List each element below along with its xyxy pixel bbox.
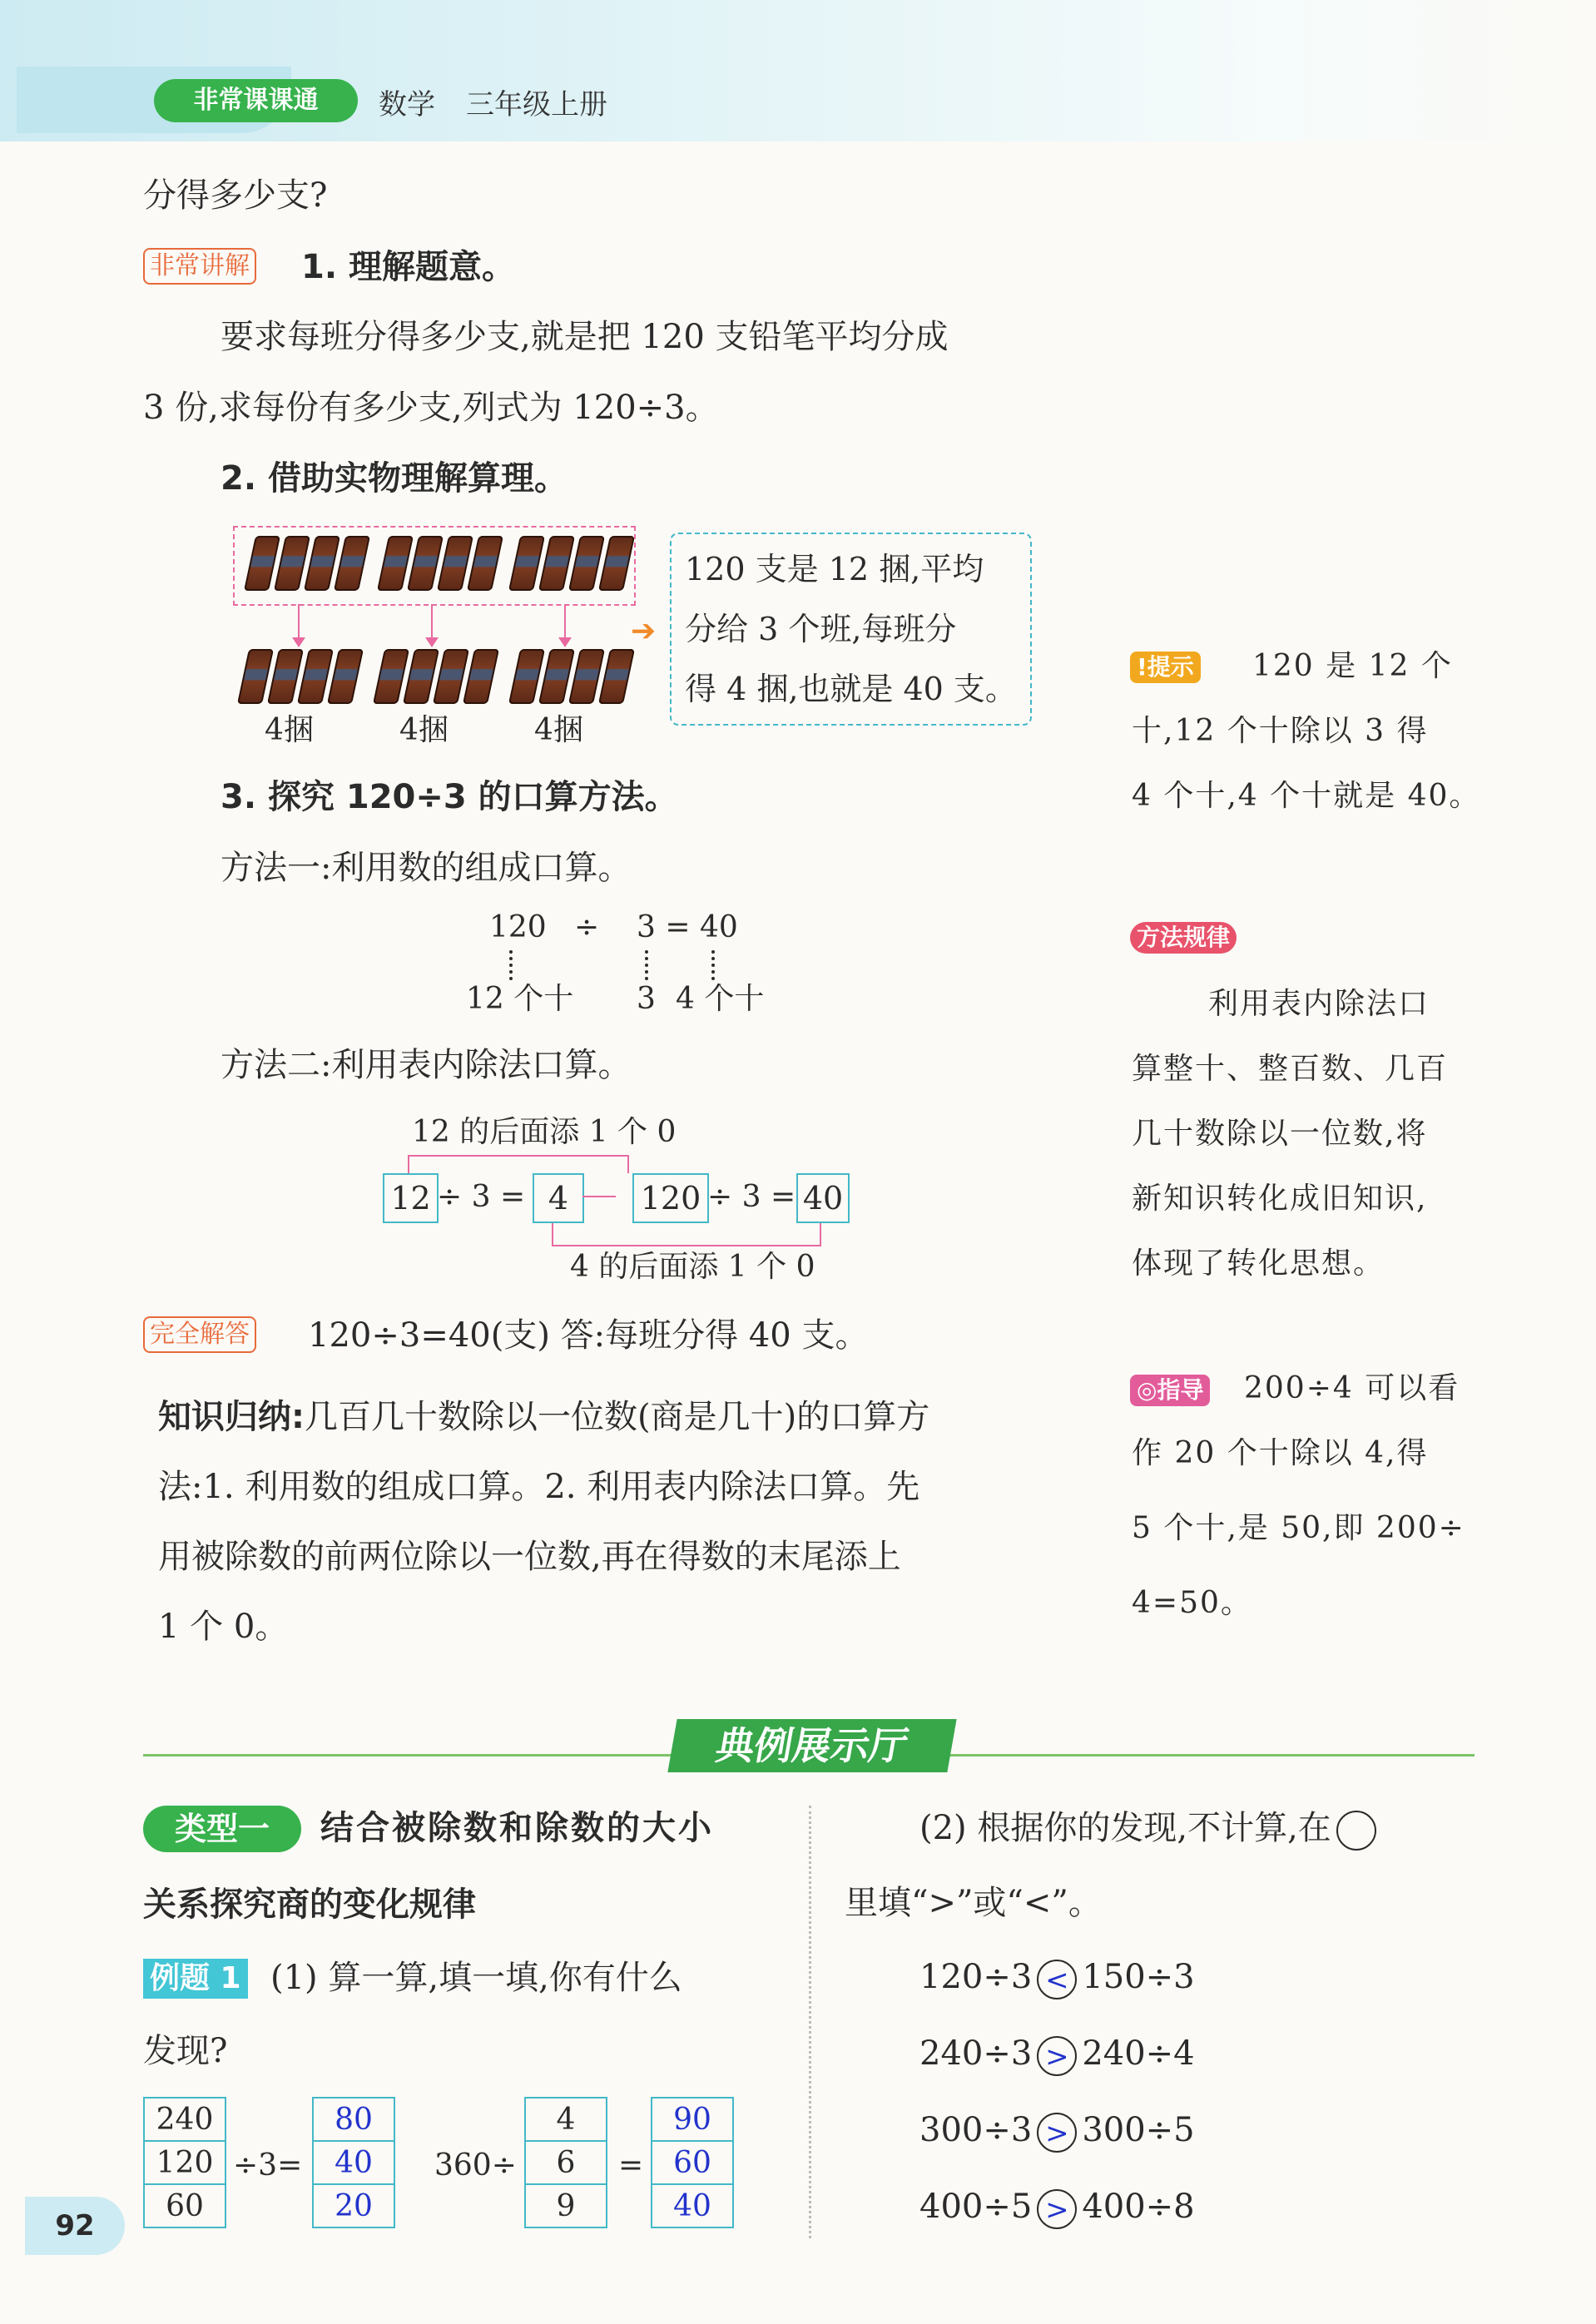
example-line2: 发现?	[143, 2032, 228, 2070]
series-badge: 非常课课通	[154, 79, 358, 122]
method-line3: 几十数除以一位数,将	[1132, 1117, 1428, 1151]
bundle-label-1: 4捆	[265, 713, 314, 747]
answer-circle: >	[1037, 2189, 1077, 2229]
answer-circle: >	[1037, 2113, 1077, 2153]
lightbulb-icon: ◎	[1137, 1376, 1157, 1404]
arrow-down-icon	[298, 604, 300, 646]
method2-title: 方法二:利用表内除法口算。	[221, 1046, 632, 1084]
table-cell: 6	[525, 2141, 607, 2184]
m2-cell-12: 12	[383, 1173, 439, 1223]
m2-cell-120: 120	[632, 1173, 709, 1223]
guide-tag-label: 指导	[1157, 1376, 1204, 1404]
answer-circle: >	[1037, 2036, 1077, 2076]
method-line2: 算整十、整百数、几百	[1132, 1052, 1449, 1086]
method-line1: 利用表内除法口	[1208, 987, 1430, 1021]
m2-top-label: 12 的后面添 1 个 0	[412, 1115, 677, 1149]
m2-top-bracket	[408, 1155, 629, 1173]
pencil-bundle-icon	[598, 536, 635, 591]
arrow-down-icon	[564, 604, 566, 646]
m1-rest: 3 = 40	[637, 910, 738, 944]
table1-results	[312, 2097, 395, 2228]
pencil-bundle-icon	[334, 536, 370, 591]
comparison-right: 240÷4	[1082, 2034, 1195, 2073]
table-cell: 240	[144, 2098, 226, 2141]
page-number: 92	[25, 2197, 125, 2255]
pencil-bundle-icon	[327, 649, 364, 704]
method1-title: 方法一:利用数的组成口算。	[221, 849, 632, 887]
comparison-right: 400÷8	[1082, 2188, 1195, 2226]
guide-tag	[1130, 1375, 1210, 1406]
grade-label: 三年级上册	[466, 88, 607, 121]
bundle-group-3	[514, 536, 634, 591]
comparison-row-2	[919, 2029, 1195, 2079]
method-line5: 体现了转化思想。	[1132, 1246, 1385, 1281]
comparison-right: 300÷5	[1082, 2111, 1195, 2149]
table-cell: 4	[525, 2098, 607, 2141]
subject-label: 数学	[379, 88, 435, 121]
explain-tag: 非常讲解	[143, 248, 256, 285]
table-cell: 9	[525, 2184, 607, 2227]
example-tag: 例题 1	[143, 1959, 248, 1999]
summary-line4: 1 个 0。	[158, 1608, 289, 1646]
bundle-label-2: 4捆	[399, 713, 449, 747]
summary-label: 知识归纳:	[158, 1398, 305, 1436]
guide-line3: 5 个十,是 50,即 200÷	[1132, 1511, 1465, 1545]
method-tag: 方法规律	[1130, 922, 1237, 954]
guide-line2: 作 20 个十除以 4,得	[1132, 1436, 1429, 1470]
type-title-line2: 关系探究商的变化规律	[143, 1885, 476, 1924]
answer-cell: 80	[313, 2098, 394, 2141]
step1-line1: 要求每班分得多少支,就是把 120 支铅笔平均分成	[221, 318, 949, 356]
step2-title: 2. 借助实物理解算理。	[221, 459, 568, 498]
type-title-line1: 结合被除数和除数的大小	[320, 1809, 714, 1847]
hint-line2: 十,12 个十除以 3 得	[1132, 714, 1429, 748]
example-line1: (1) 算一算,填一填,你有什么	[270, 1959, 682, 1997]
m2-op-2: ÷ 3 =	[707, 1180, 796, 1214]
comparison-left: 120÷3	[919, 1958, 1033, 1996]
guide-line4: 4=50。	[1132, 1586, 1252, 1620]
dotted-link	[645, 950, 648, 980]
dotted-link	[711, 950, 715, 980]
pencil-bundle-icon	[467, 536, 503, 591]
comparison-row-3	[919, 2105, 1195, 2155]
explain-note	[670, 533, 1032, 726]
table2-eq: =	[618, 2148, 644, 2183]
hint-tag: !提示	[1130, 652, 1201, 683]
column-divider	[809, 1806, 811, 2238]
hint-line3: 4 个十,4 个十就是 40。	[1132, 779, 1481, 813]
dotted-link	[509, 950, 513, 980]
bundle-row-b	[379, 649, 498, 704]
m2-bottom-label: 4 的后面添 1 个 0	[570, 1250, 815, 1284]
comparison-left: 300÷3	[919, 2111, 1033, 2149]
m1-sub-3: 4 个十	[676, 982, 765, 1016]
part2-line2: 里填“>”或“<”。	[845, 1884, 1102, 1922]
bundle-label-3: 4捆	[534, 713, 583, 747]
summary-line3: 用被除数的前两位除以一位数,再在得数的末尾添上	[158, 1538, 901, 1576]
pencil-bundle-icon	[463, 649, 499, 704]
comparison-left: 400÷5	[919, 2188, 1033, 2226]
table2-results	[651, 2097, 734, 2228]
step1-line2: 3 份,求每份有多少支,列式为 120÷3。	[143, 389, 719, 427]
answer-circle: <	[1037, 1960, 1077, 1999]
m2-cell-40: 40	[796, 1173, 850, 1223]
bundle-row-c	[514, 649, 634, 704]
hint-line1: 120 是 12 个	[1252, 649, 1453, 683]
answer-cell: 40	[652, 2184, 733, 2227]
pencil-bundle-icon	[598, 649, 635, 704]
comparison-left: 240÷3	[919, 2034, 1033, 2073]
comparison-row-1	[919, 1952, 1195, 2002]
comparison-right: 150÷3	[1082, 1958, 1195, 1996]
part2-line1	[919, 1807, 1381, 1851]
m1-dividend: 120	[489, 910, 547, 944]
bundle-row-a	[243, 649, 363, 704]
m1-sub-2: 3	[637, 982, 656, 1016]
answer-cell: 60	[652, 2141, 733, 2184]
type-pill: 类型一	[143, 1806, 301, 1852]
summary-line1	[158, 1396, 929, 1438]
guide-line1: 200÷4 可以看	[1244, 1371, 1460, 1405]
m2-bottom-bracket	[552, 1223, 821, 1246]
note-line-2: 分给 3 个班,每班分	[685, 611, 957, 647]
answer-text: 120÷3=40(支) 答:每班分得 40 支。	[308, 1316, 869, 1355]
part2-line1-text: (2) 根据你的发现,不计算,在	[919, 1809, 1331, 1847]
method-line4: 新知识转化成旧知识,	[1132, 1182, 1428, 1216]
answer-cell: 90	[652, 2098, 733, 2141]
section-banner: 典例展示厅	[667, 1719, 956, 1772]
arrow-down-icon	[431, 604, 433, 646]
comparison-row-4	[919, 2182, 1195, 2232]
bundle-group-1	[250, 536, 369, 591]
note-line-3: 得 4 捆,也就是 40 支。	[685, 671, 1017, 707]
answer-cell: 20	[313, 2184, 394, 2227]
step1-title: 1. 理解题意。	[301, 248, 515, 286]
step3-title: 3. 探究 120÷3 的口算方法。	[221, 778, 678, 816]
m1-sub-1: 12 个十	[466, 982, 574, 1016]
bundle-group-2	[383, 536, 503, 591]
arrow-right-icon: ➔	[631, 614, 657, 648]
intro-line: 分得多少支?	[143, 176, 328, 215]
m2-cell-4: 4	[533, 1173, 584, 1223]
m1-op: ÷	[574, 910, 600, 944]
table2-prefix: 360÷	[434, 2148, 517, 2183]
blank-circle-icon	[1336, 1811, 1376, 1851]
summary-line2: 法:1. 利用数的组成口算。2. 利用表内除法口算。先	[158, 1468, 920, 1506]
summary-line1-text: 几百几十数除以一位数(商是几十)的口算方	[305, 1398, 930, 1436]
note-line-1: 120 支是 12 捆,平均	[685, 551, 984, 587]
answer-cell: 40	[313, 2141, 394, 2184]
m2-arrow-icon	[582, 1196, 616, 1197]
m2-op-1: ÷ 3 =	[437, 1180, 526, 1214]
table-cell: 60	[144, 2184, 226, 2227]
table1-op: ÷3=	[233, 2148, 303, 2183]
table2-divisors	[524, 2097, 607, 2228]
table1-dividends	[143, 2097, 226, 2228]
table-cell: 120	[144, 2141, 226, 2184]
answer-tag: 完全解答	[143, 1316, 256, 1353]
